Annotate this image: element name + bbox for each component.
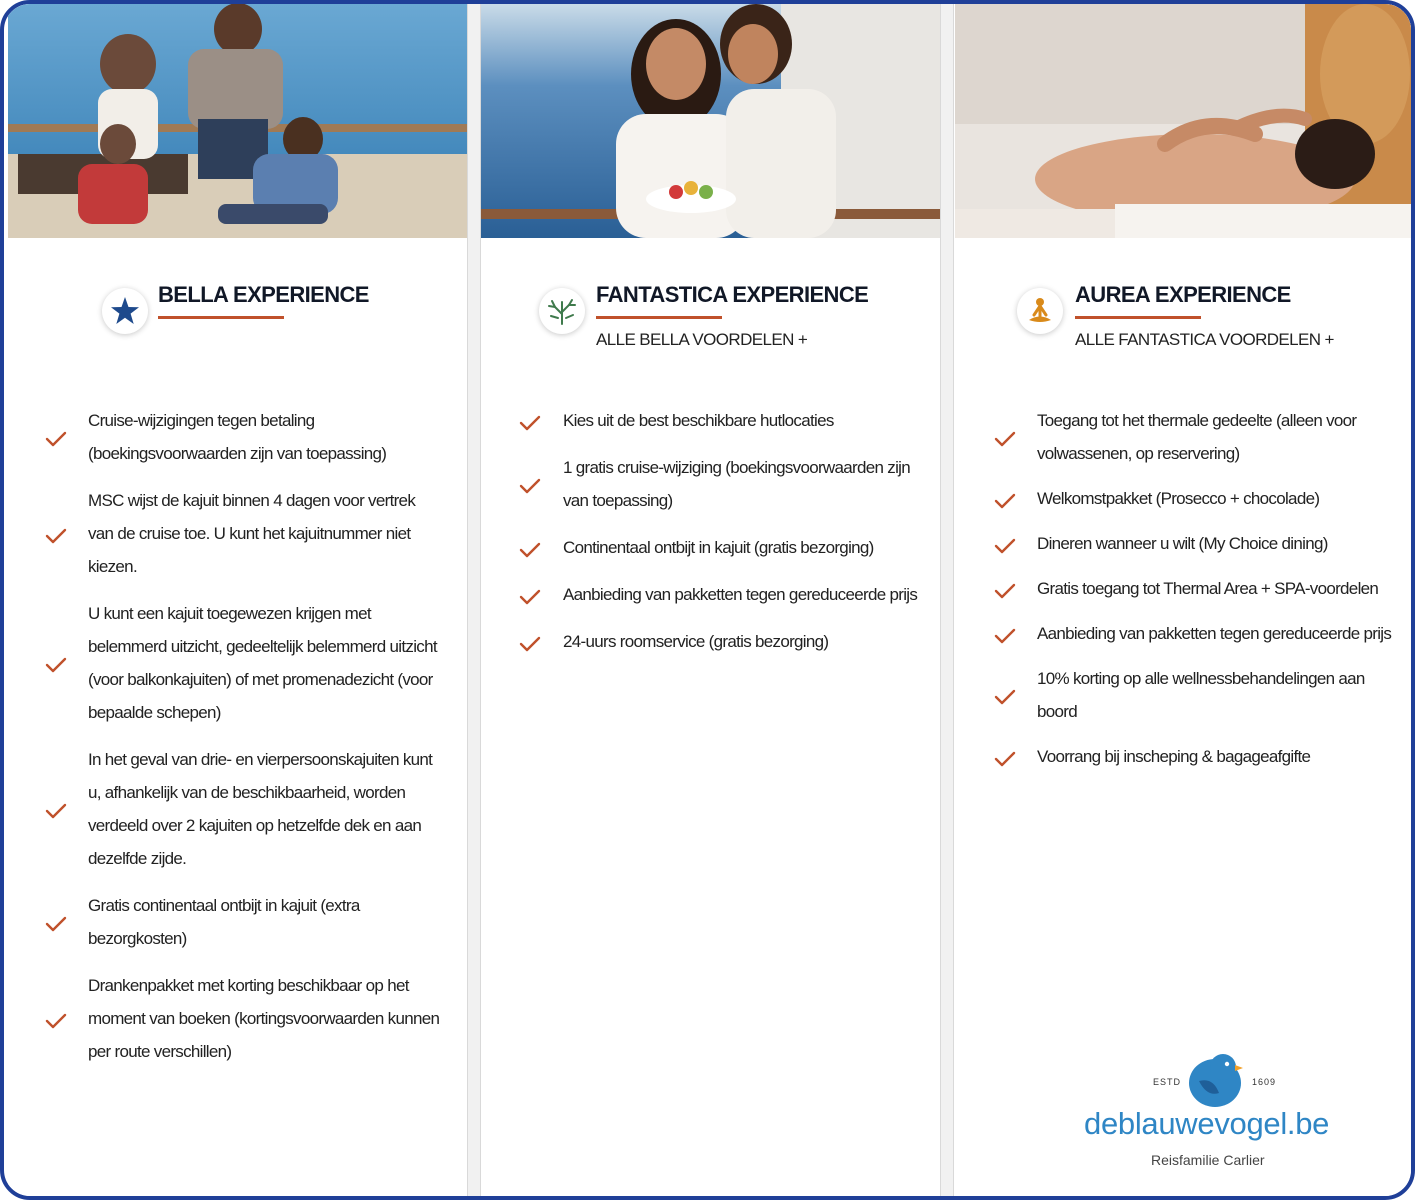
benefit-text: 10% korting op alle wellnessbehandelingen aan boord (1037, 669, 1365, 721)
benefit-item (44, 969, 444, 1068)
benefit-item (44, 743, 444, 875)
benefit-item (993, 404, 1405, 470)
benefit-text: 24-uurs roomservice (gratis bezorging) (563, 632, 829, 651)
checkmark-icon (44, 655, 68, 675)
benefits-list-fantastica (518, 404, 928, 672)
benefit-text: Cruise-wijzigingen tegen betaling (boekingsvoorwaarden zijn van toepassing) (88, 411, 387, 463)
benefit-item (518, 451, 928, 517)
checkmark-icon (993, 749, 1017, 769)
benefit-item (993, 482, 1405, 515)
subtitle-aurea: ALLE FANTASTICA VOORDELEN + (1075, 330, 1334, 349)
benefit-item (44, 484, 444, 583)
benefit-item (518, 531, 928, 564)
benefit-item (993, 740, 1405, 773)
photo-couple-on-balcony (481, 4, 940, 238)
benefit-item (993, 617, 1405, 650)
column-bella (8, 4, 467, 1200)
logo-wordmark: deblauwevogel.be (1084, 1106, 1330, 1141)
benefit-text: Gratis toegang tot Thermal Area + SPA-voordelen (1037, 579, 1379, 598)
column-fantastica (481, 4, 940, 1200)
benefit-item (993, 527, 1405, 560)
checkmark-icon (993, 687, 1017, 707)
checkmark-icon (44, 1011, 68, 1031)
benefit-text: MSC wijst de kajuit binnen 4 dagen voor vertrek van de cruise toe. U kunt het kajuitnummer niet kiezen. (88, 491, 416, 576)
benefit-item (518, 578, 928, 611)
benefit-text: Voorrang bij inscheping & bagageafgifte (1037, 747, 1311, 766)
checkmark-icon (993, 626, 1017, 646)
brand-logo[interactable] (1079, 1049, 1359, 1174)
title-bella: BELLA EXPERIENCE (158, 282, 369, 307)
benefit-text: Drankenpakket met korting beschikbaar op het moment van boeken (kortingsvoorwaarden kunnen per route verschillen) (88, 976, 440, 1061)
benefit-text: 1 gratis cruise-wijziging (boekingsvoorwaarden zijn van toepassing) (563, 458, 910, 510)
checkmark-icon (518, 587, 542, 607)
logo-tagline: Reisfamilie Carlier (1151, 1152, 1265, 1168)
checkmark-icon (518, 540, 542, 560)
photo-spa-massage (955, 4, 1415, 238)
title-underline (158, 316, 284, 319)
coral-icon (539, 288, 585, 334)
benefit-item (44, 597, 444, 729)
benefit-text: Kies uit de best beschikbare hutlocaties (563, 411, 834, 430)
title-fantastica: FANTASTICA EXPERIENCE (596, 282, 869, 307)
benefit-text: Continentaal ontbijt in kajuit (gratis bezorging) (563, 538, 874, 557)
subtitle-fantastica: ALLE BELLA VOORDELEN + (596, 330, 808, 349)
benefit-text: Aanbieding van pakketten tegen gereduceerde prijs (1037, 624, 1392, 643)
logo-estd: ESTD (1153, 1077, 1182, 1087)
benefit-item (993, 572, 1405, 605)
checkmark-icon (44, 801, 68, 821)
benefit-text: Gratis continentaal ontbijt in kajuit (extra bezorgkosten) (88, 896, 360, 948)
benefit-item (518, 625, 928, 658)
checkmark-icon (518, 413, 542, 433)
title-aurea: AUREA EXPERIENCE (1075, 282, 1291, 307)
checkmark-icon (993, 581, 1017, 601)
checkmark-icon (518, 476, 542, 496)
checkmark-icon (993, 491, 1017, 511)
benefit-item (44, 404, 444, 470)
checkmark-icon (993, 429, 1017, 449)
benefit-text: U kunt een kajuit toegewezen krijgen met belemmerd uitzicht, gedeeltelijk belemmerd uitzicht (voor balkonkajuiten) of met promenadezicht (voor bepaalde schepen) (88, 604, 437, 722)
logo-year: 1609 (1252, 1077, 1277, 1087)
checkmark-icon (44, 429, 68, 449)
column-divider (467, 4, 481, 1200)
benefit-text: Dineren wanneer u wilt (My Choice dining) (1037, 534, 1328, 553)
meditation-icon (1017, 288, 1063, 334)
checkmark-icon (44, 526, 68, 546)
benefit-item (518, 404, 928, 437)
benefit-text: Welkomstpakket (Prosecco + chocolade) (1037, 489, 1320, 508)
benefit-item (44, 889, 444, 955)
starfish-icon (102, 288, 148, 334)
checkmark-icon (993, 536, 1017, 556)
title-underline (1075, 316, 1201, 319)
benefit-item (993, 662, 1405, 728)
benefit-text: Toegang tot het thermale gedeelte (alleen voor volwassenen, op reservering) (1037, 411, 1357, 463)
column-aurea (955, 4, 1415, 1200)
photo-family-on-deck (8, 4, 467, 238)
bird-icon (1185, 1051, 1247, 1114)
benefit-text: Aanbieding van pakketten tegen gereduceerde prijs (563, 585, 918, 604)
benefits-list-bella (44, 404, 444, 1082)
benefit-text: In het geval van drie- en vierpersoonskajuiten kunt u, afhankelijk van de beschikbaarheid, worden verdeeld over 2 kajuiten op hetzelfde dek en aan dezelfde zijde. (88, 750, 433, 868)
benefits-list-aurea (993, 404, 1405, 785)
checkmark-icon (518, 634, 542, 654)
checkmark-icon (44, 914, 68, 934)
title-underline (596, 316, 722, 319)
column-divider (940, 4, 954, 1200)
